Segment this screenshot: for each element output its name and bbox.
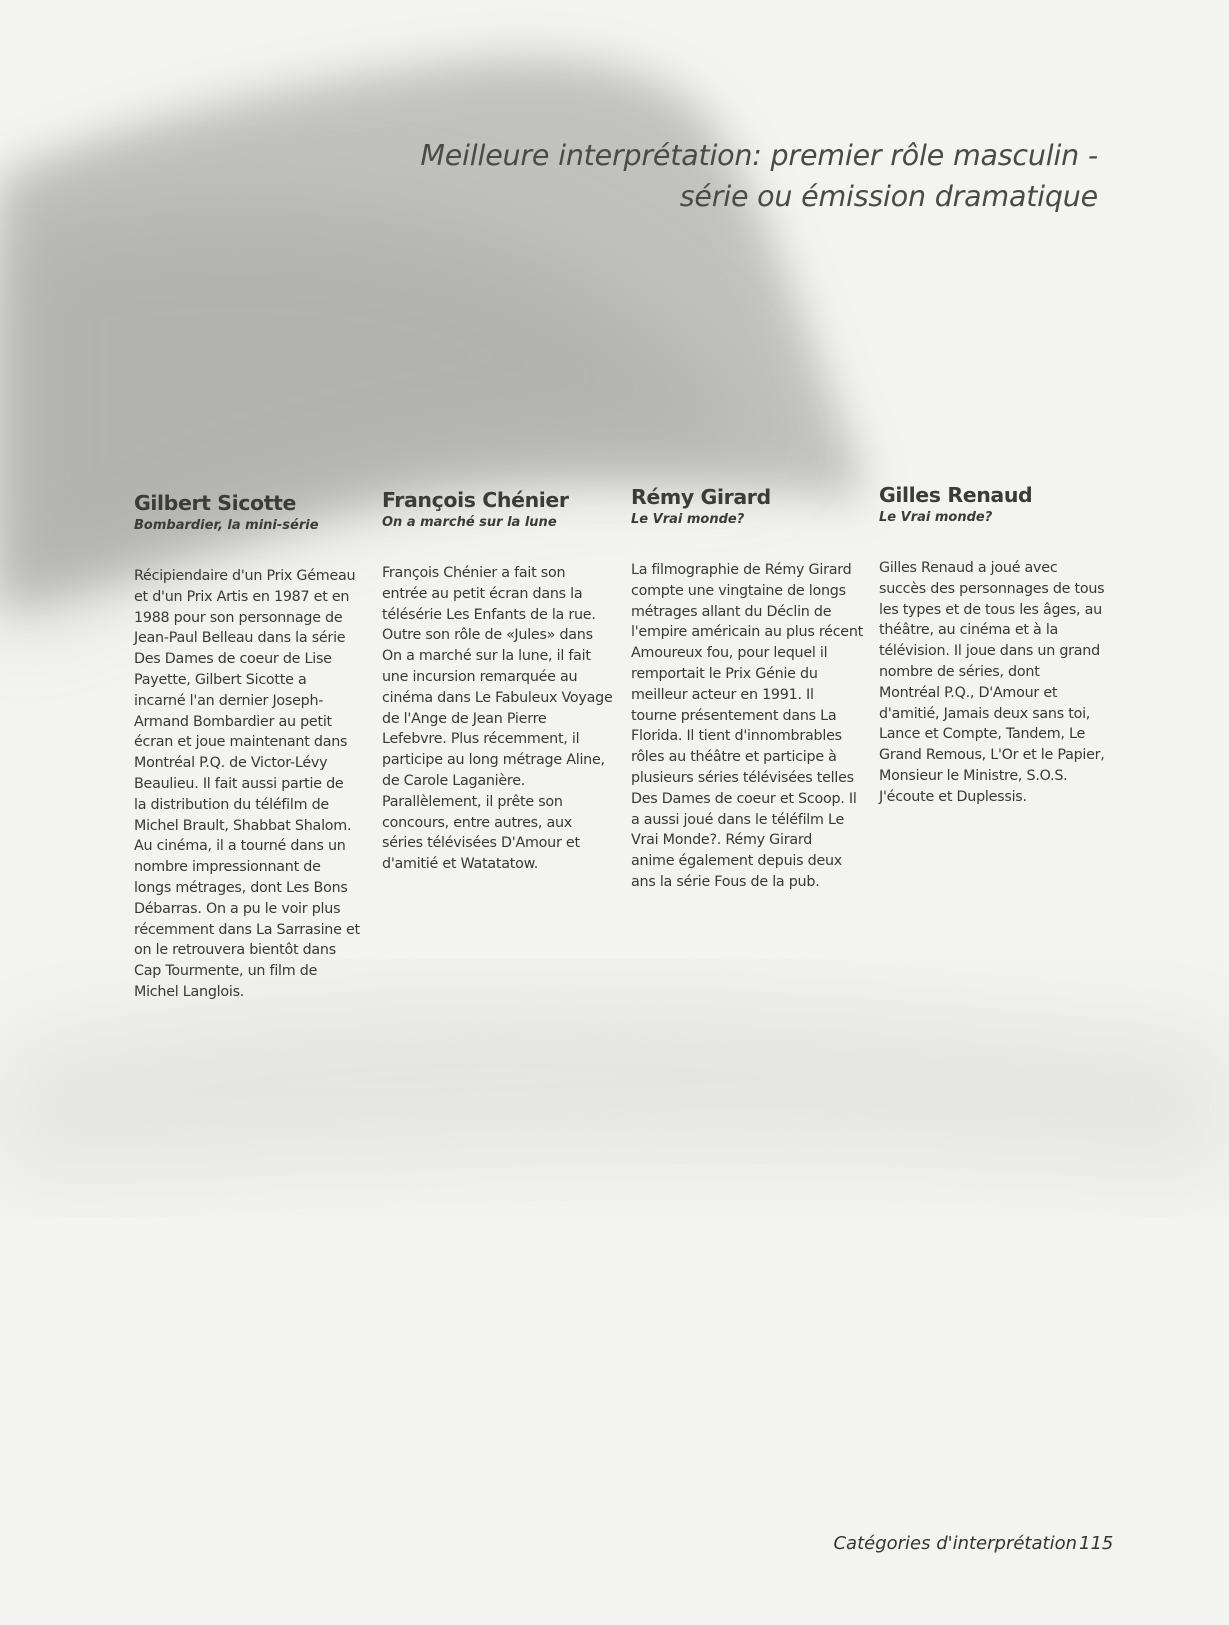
bio-line: Michel Langlois.: [134, 983, 245, 1000]
bio-line: François Chénier a fait son: [382, 565, 566, 581]
nominee-work: Bombardier, la mini-série: [134, 518, 319, 533]
nominee-column-francois-chenier: [382, 487, 614, 875]
page-number: 115: [1079, 1533, 1114, 1554]
bio-line: la distribution du téléfilm de: [134, 796, 329, 813]
nominee-work: Le Vrai monde?: [631, 512, 745, 527]
nominee-biography: [134, 566, 366, 1003]
bio-line: meilleur acteur en 1991. Il: [631, 686, 814, 703]
bio-line: d'amitié et Watatatow.: [382, 856, 539, 873]
bio-line: télésérie Les Enfants de la rue.: [382, 606, 596, 623]
bio-line: anime également depuis deux: [631, 853, 843, 870]
bio-line: Jean-Paul Belleau dans la série: [134, 630, 346, 647]
bio-line: Amoureux fou, pour lequel il: [631, 645, 828, 662]
bio-line: Vrai Monde?. Rémy Girard: [631, 832, 813, 849]
bio-line: Gilles Renaud a joué avec: [879, 560, 1058, 576]
bio-line: de Carole Laganière.: [382, 772, 526, 789]
bio-line: Des Dames de coeur et Scoop. Il: [631, 790, 857, 807]
nominee-work: Le Vrai monde?: [879, 510, 993, 525]
nominee-name: Gilles Renaud: [879, 483, 1033, 507]
bio-line: 1988 pour son personnage de: [134, 609, 343, 626]
bio-line: récemment dans La Sarrasine et: [134, 921, 360, 938]
bio-line: Florida. Il tient d'innombrables: [631, 728, 842, 745]
bio-line: l'empire américain au plus récent: [631, 624, 864, 641]
bio-line: nombre impressionnant de: [134, 859, 321, 876]
nominee-biography: [631, 560, 863, 893]
bio-line: une incursion remarquée au: [382, 668, 578, 685]
bio-line: longs métrages, dont Les Bons: [134, 879, 348, 896]
bio-line: Michel Brault, Shabbat Shalom.: [134, 817, 352, 834]
bio-line: plusieurs séries télévisées telles: [631, 769, 854, 786]
bio-line: Débarras. On a pu le voir plus: [134, 900, 341, 917]
nominee-work: On a marché sur la lune: [382, 515, 557, 530]
bio-line: séries télévisées D'Amour et: [382, 835, 580, 852]
bio-line: remportait le Prix Génie du: [631, 665, 818, 682]
bio-line: succès des personnages de tous: [879, 580, 1105, 597]
page-title-line-1: Meilleure interprétation: premier rôle masculin -: [420, 139, 1098, 172]
bio-line: de l'Ange de Jean Pierre: [382, 710, 547, 727]
bio-line: écran et joue maintenant dans: [134, 734, 348, 751]
bio-line: Parallèlement, il prête son: [382, 793, 563, 810]
bio-line: Lance et Compte, Tandem, Le: [879, 726, 1085, 743]
nominee-column-remy-girard: [631, 484, 863, 893]
bio-line: Des Dames de coeur de Lise: [134, 651, 332, 668]
nominee-name: Rémy Girard: [631, 485, 771, 509]
footer-section-title: Catégories d'interprétation: [833, 1533, 1077, 1554]
bio-line: d'amitié, Jamais deux sans toi,: [879, 705, 1091, 722]
nominee-column-gilles-renaud: [879, 482, 1111, 808]
bio-line: Montréal P.Q., D'Amour et: [879, 684, 1058, 701]
bio-line: Payette, Gilbert Sicotte a: [134, 671, 307, 688]
bio-line: a aussi joué dans le téléfilm Le: [631, 811, 844, 828]
page-title: [420, 135, 1098, 217]
bio-line: Cap Tourmente, un film de: [134, 963, 318, 980]
bio-line: nombre de séries, dont: [879, 663, 1040, 680]
bio-line: ans la série Fous de la pub.: [631, 873, 820, 890]
nominee-column-gilbert-sicotte: [134, 490, 366, 1003]
bio-line: et d'un Prix Artis en 1987 et en: [134, 588, 350, 605]
bio-line: Au cinéma, il a tourné dans un: [134, 838, 346, 855]
page-title-line-2: série ou émission dramatique: [679, 180, 1098, 213]
bio-line: compte une vingtaine de longs: [631, 582, 846, 599]
nominee-name: François Chénier: [382, 488, 569, 512]
bio-line: J'écoute et Duplessis.: [879, 788, 1027, 805]
bio-line: Montréal P.Q. de Victor-Lévy: [134, 755, 328, 772]
bio-line: incarné l'an dernier Joseph-: [134, 692, 324, 709]
bio-line: Beaulieu. Il fait aussi partie de: [134, 775, 344, 792]
bio-line: concours, entre autres, aux: [382, 814, 572, 831]
bio-line: La filmographie de Rémy Girard: [631, 562, 852, 578]
bio-line: métrages allant du Déclin de: [631, 603, 832, 620]
bio-line: entrée au petit écran dans la: [382, 585, 583, 602]
bio-line: tourne présentement dans La: [631, 707, 837, 724]
nominee-biography: [382, 563, 614, 875]
nominee-biography: [879, 558, 1111, 808]
bio-line: les types et de tous les âges, au: [879, 601, 1102, 618]
bio-line: rôles au théâtre et participe à: [631, 749, 837, 766]
bio-line: théâtre, au cinéma et à la: [879, 622, 1059, 639]
bio-line: on le retrouvera bientôt dans: [134, 942, 336, 959]
bio-line: Récipiendaire d'un Prix Gémeau: [134, 568, 356, 584]
bio-line: Lefebvre. Plus récemment, il: [382, 731, 580, 748]
bio-line: participe au long métrage Aline,: [382, 752, 605, 769]
nominee-name: Gilbert Sicotte: [134, 491, 297, 515]
bio-line: Grand Remous, L'Or et le Papier,: [879, 747, 1105, 764]
bio-line: cinéma dans Le Fabuleux Voyage: [382, 689, 613, 706]
bio-line: Monsieur le Ministre, S.O.S.: [879, 767, 1068, 784]
bio-line: Armand Bombardier au petit: [134, 713, 332, 730]
bio-line: On a marché sur la lune, il fait: [382, 648, 591, 665]
bio-line: télévision. Il joue dans un grand: [879, 643, 1100, 660]
bio-line: Outre son rôle de «Jules» dans: [382, 627, 593, 644]
